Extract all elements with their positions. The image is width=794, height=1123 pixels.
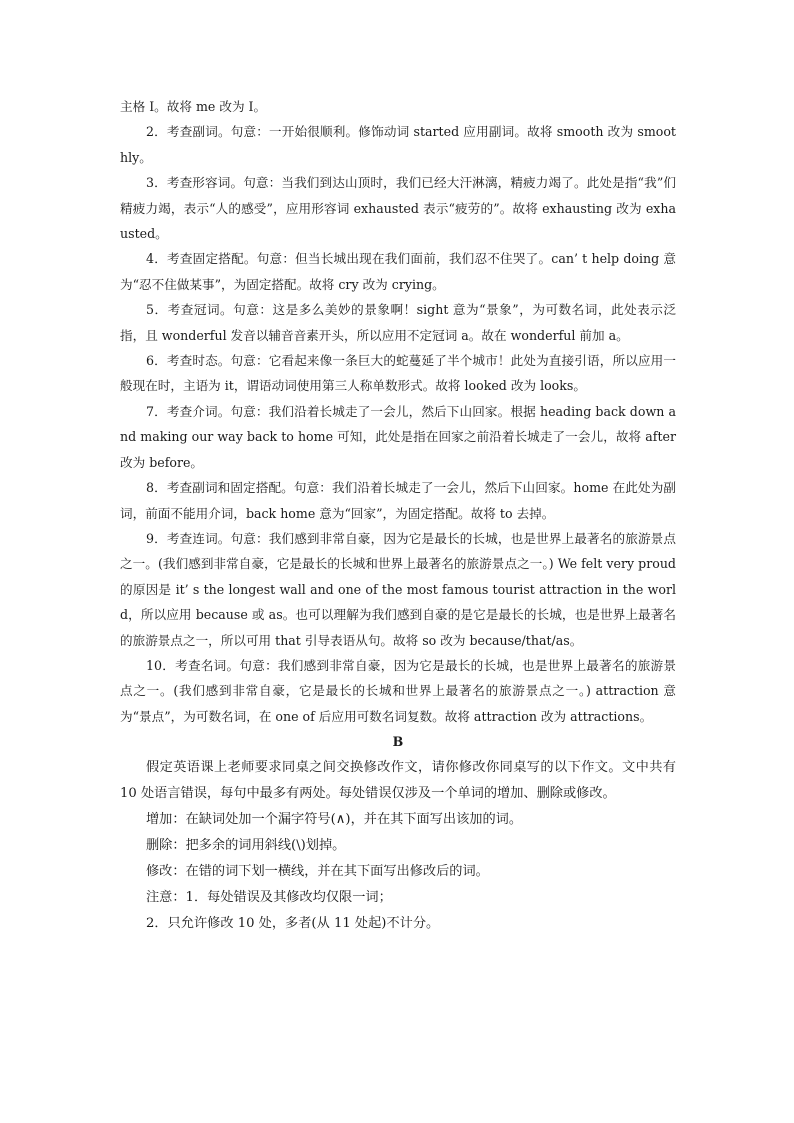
add-rule: 增加：在缺词处加一个漏字符号(∧)，并在其下面写出该加的词。 [146,811,523,827]
answer-6: 6．考查时态。句意：它看起来像一条巨大的蛇蔓延了半个城市！此处为直接引语，所以应用一般现在时，主语为 it，谓语动词使用第三人称单数形式。故将 looked 改为 looks。 [120,353,676,394]
answer-5: 5．考查冠词。句意：这是多么美妙的景象啊！sight 意为“景象”，为可数名词，此处表示泛指，且 wonderful 发音以辅音音素开头，所以应用不定冠词 a。故在 wonderful 前加 a。 [120,302,676,343]
answer-4: 4．考查固定搭配。句意：但当长城出现在我们面前，我们忍不住哭了。can’ t help doing 意为“忍不住做某事”，为固定搭配。故将 cry 改为 crying。 [120,251,676,292]
section-heading: B [392,734,404,750]
modify-rule: 修改：在错的词下划一横线，并在其下面写出修改后的词。 [146,863,489,879]
answer-10: 10．考查名词。句意：我们感到非常自豪，因为它是最长的长城，也是世界上最著名的旅游景点之一。(我们感到非常自豪，它是最长的长城和世界上最著名的旅游景点之一。) attraction 意为“景点”，为可数名词，在 one of 后应用可数名词复数。故将 attraction 改为 attractions。 [120,657,676,724]
answer-1-continued: 主格 I。故将 me 改为 I。 [120,99,267,114]
answer-3: 3．考查形容词。句意：当我们到达山顶时，我们已经大汗淋漓，精疲力竭了。此处是指“我”们精疲力竭，表示“人的感受”，应用形容词 exhausted 表示“疲劳的”。故将 exhausting 改为 exhausted。 [120,175,676,242]
answer-8: 8．考查副词和固定搭配。句意：我们沿着长城走了一会儿，然后下山回家。home 在此处为副词，前面不能用介词，back home 意为“回家”，为固定搭配。故将 to 去掉。 [120,480,676,521]
delete-rule: 删除：把多余的词用斜线(\)划掉。 [146,837,346,853]
document-body [120,94,676,937]
answer-9: 9．考查连词。句意：我们感到非常自豪，因为它是最长的长城，也是世界上最著名的旅游景点之一。(我们感到非常自豪，它是最长的长城和世界上最著名的旅游景点之一。) We felt very proud 的原因是 it’ s the longest wall and one of the most famous tourist attraction in the world，所以应用 because 或 as。也可以理解为我们感到自豪的是它是最长的长城，也是世界上最著名的旅游景点之一，所以可用 that 引导表语从句。故将 so 改为 because/that/as。 [120,530,676,648]
note-1: 注意：1．每处错误及其修改均仅限一词； [146,889,392,905]
answer-7: 7．考查介词。句意：我们沿着长城走了一会儿，然后下山回家。根据 heading back down and making our way back to home 可知，此处是指在回家之前沿着长城走了一会儿，故将 after 改为 before。 [120,403,676,470]
note-2: 2．只允许修改 10 处，多者(从 11 处起)不计分。 [146,915,440,931]
answer-2: 2．考查副词。句意：一开始很顺利。修饰动词 started 应用副词。故将 smooth 改为 smoothly。 [120,124,676,165]
section-intro: 假定英语课上老师要求同桌之间交换修改作文，请你修改你同桌写的以下作文。文中共有 10 处语言错误，每句中最多有两处。每处错误仅涉及一个单词的增加、删除或修改。 [120,759,676,801]
